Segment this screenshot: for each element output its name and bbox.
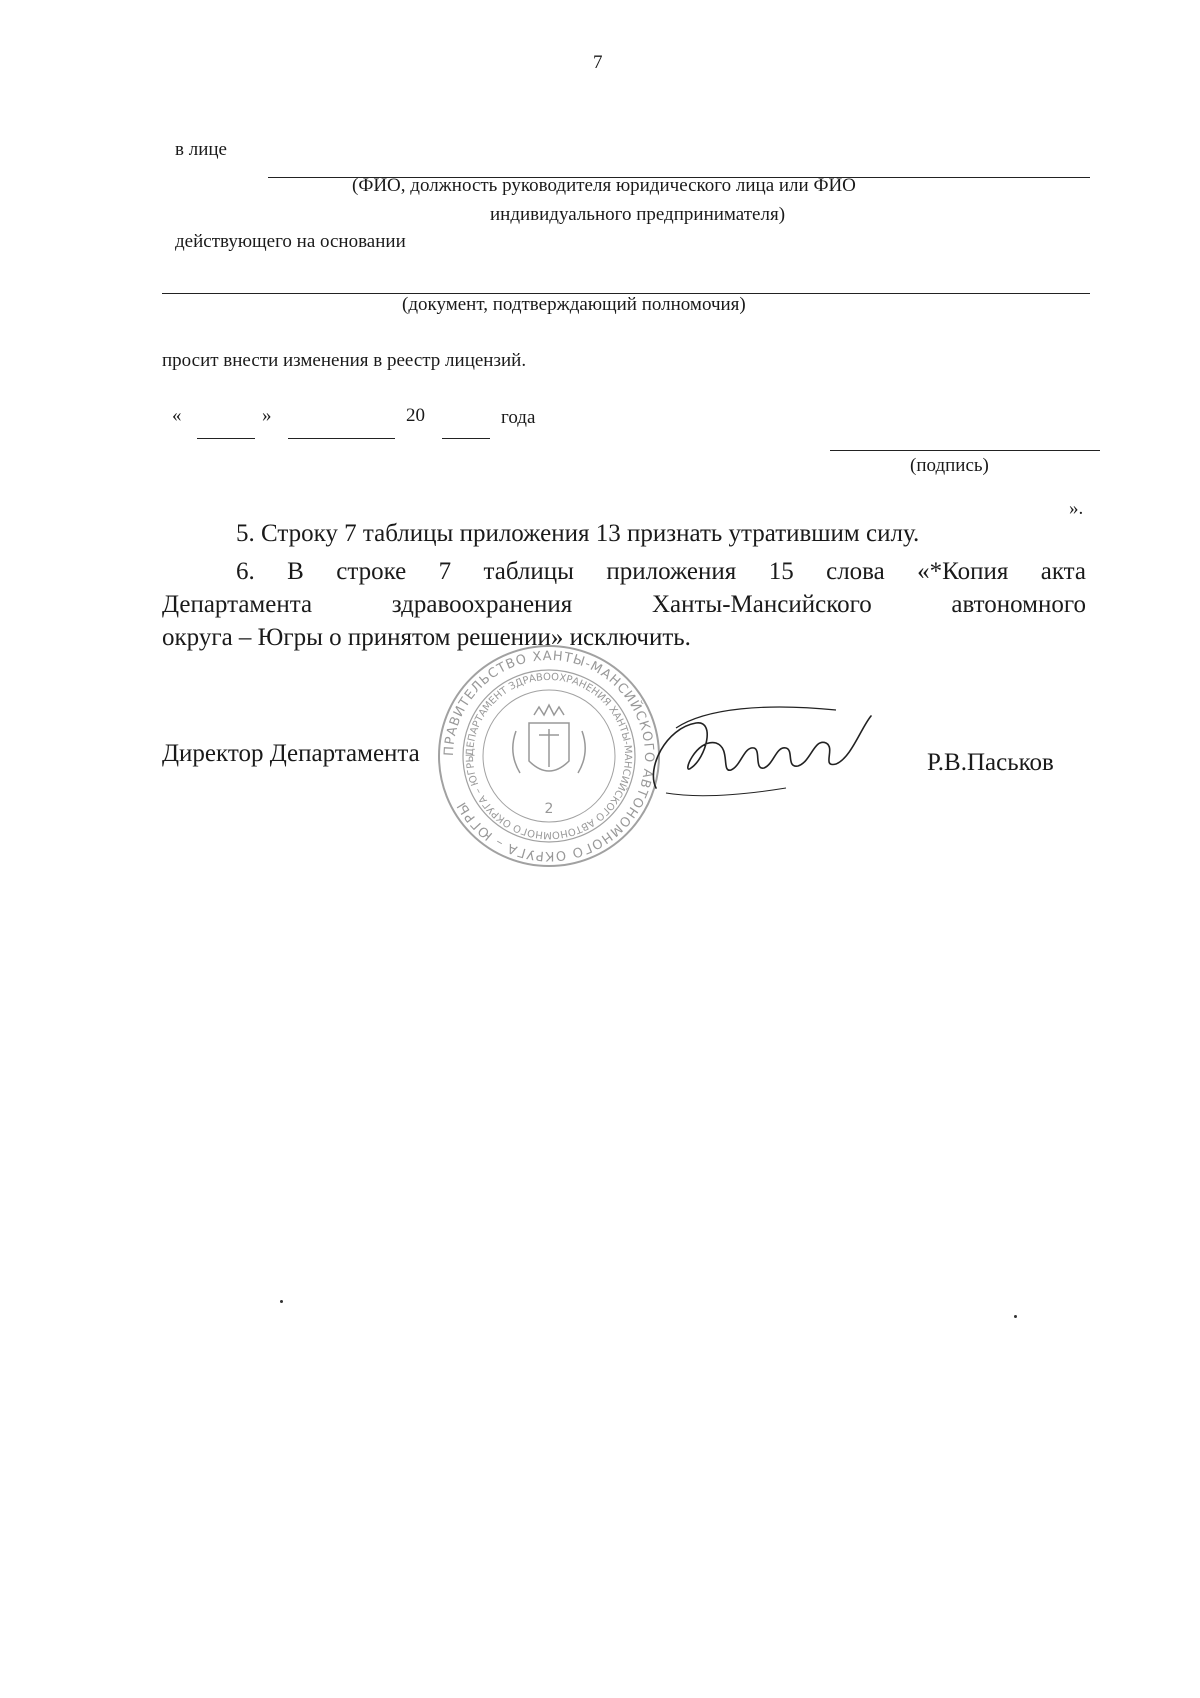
seal-number: 2 — [544, 801, 554, 817]
item-6-line3: округа – Югры о принятом решении» исключить. — [162, 624, 691, 651]
date-year-prefix: 20 — [406, 405, 425, 426]
date-month-line — [288, 438, 395, 439]
signature-fill-line — [830, 450, 1100, 451]
date-day-line — [197, 438, 255, 439]
handwritten-signature — [636, 698, 876, 808]
scan-speck — [1014, 1315, 1017, 1318]
seal-outer-text: ПРАВИТЕЛЬСТВО ХАНТЫ-МАНСИЙСКОГО АВТОНОМНОГО ОКРУГА – ЮГРЫ — [441, 648, 657, 864]
official-seal — [436, 643, 662, 869]
page-number: 7 — [593, 52, 603, 73]
scan-speck — [280, 1300, 283, 1303]
date-close-quote: » — [262, 405, 272, 426]
coat-of-arms-icon — [513, 705, 585, 773]
signatory-position: Директор Департамента — [162, 740, 420, 767]
item-6-line1: 6. В строке 7 таблицы приложения 15 слова «*Копия акта — [236, 558, 1086, 585]
date-year-line — [442, 438, 490, 439]
in-person-label: в лице — [175, 139, 227, 160]
date-open-quote: « — [172, 405, 182, 426]
item-6-paragraph — [162, 555, 1086, 654]
seal-inner-text: ДЕПАРТАМЕНТ ЗДРАВООХРАНЕНИЯ ХАНТЫ-МАНСИЙСКОГО АВТОНОМНОГО ОКРУГА – ЮГРЫ — [464, 671, 634, 841]
item-6-line2: Департамента здравоохранения Ханты-Мансийского автономного — [162, 591, 1086, 618]
item-5: 5. Строку 7 таблицы приложения 13 признать утратившим силу. — [236, 520, 920, 547]
signatory-name: Р.В.Паськов — [927, 749, 1054, 776]
acting-basis-label: действующего на основании — [175, 231, 406, 252]
document-caption: (документ, подтверждающий полномочия) — [402, 294, 746, 315]
fio-caption-line1: (ФИО, должность руководителя юридического лица или ФИО — [352, 175, 856, 196]
request-text: просит внести изменения в реестр лицензий. — [162, 350, 527, 371]
date-year-suffix: года — [501, 407, 536, 428]
fio-caption-line2: индивидуального предпринимателя) — [490, 204, 786, 225]
closing-mark: ». — [1069, 498, 1084, 519]
signature-caption: (подпись) — [910, 455, 989, 476]
